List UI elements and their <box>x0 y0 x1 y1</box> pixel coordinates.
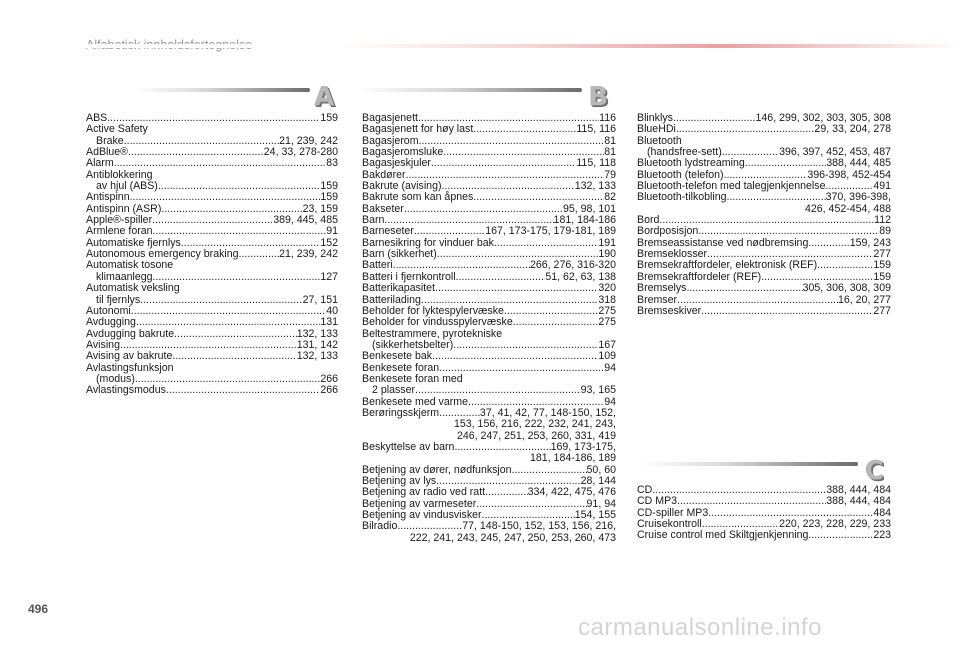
index-entry-term: BlueHDi <box>637 123 676 136</box>
index-entry-term: Bagasjeromsluke <box>362 146 444 159</box>
index-entry-term: Barn (sikkerhet) <box>362 248 437 261</box>
index-entry-term: Betjening av lys <box>362 475 437 487</box>
index-column-b <box>362 113 616 544</box>
index-entry <box>362 283 616 294</box>
index-entry-pages: 190 <box>598 248 616 261</box>
index-entry-pages: 152 <box>320 236 338 249</box>
index-column-a <box>86 113 338 397</box>
section-letter-c: C <box>864 456 884 486</box>
index-entry-pages: 91, 94 <box>586 497 616 510</box>
index-entry-pages: 159 <box>873 270 891 283</box>
page-number: 496 <box>28 602 49 616</box>
index-entry-heading: Bluetooth <box>637 134 682 147</box>
index-entry-heading: Benkesete foran med <box>362 372 463 385</box>
index-entry-term: Barn <box>362 214 385 227</box>
index-entry-term: Bakdører <box>362 168 406 181</box>
dot-leader <box>686 283 802 294</box>
index-entry <box>86 385 338 396</box>
dot-leader <box>673 113 756 124</box>
dot-leader <box>513 317 599 328</box>
index-entry-pages: 491 <box>873 180 891 193</box>
index-entry-term: Antispinn (ASR) <box>86 202 162 215</box>
index-entry-heading: Beltestrammere, pyrotekniske <box>362 327 503 340</box>
index-entry-term: Autonomi <box>86 304 131 317</box>
index-entry-term: Benkesete med varme <box>362 395 468 408</box>
index-entry-term: Bremselys <box>637 282 687 295</box>
index-entry-continuation: 153, 156, 216, 222, 232, 241, 243, <box>454 418 616 431</box>
dot-leader <box>676 124 815 135</box>
index-entry-term: Bilradio <box>362 520 398 533</box>
index-entry-term: Bremsekraftfordeler, elektronisk (REF) <box>637 259 818 272</box>
index-entry-pages: 396, 397, 452, 453, 487 <box>779 146 891 159</box>
index-entry-term: Berøringsskjerm <box>362 406 440 419</box>
index-entry <box>86 351 338 362</box>
dot-leader <box>131 306 326 317</box>
index-entry-term: Avdugging <box>86 316 136 329</box>
index-entry-term: Bremseklosser <box>637 248 708 261</box>
dot-leader <box>494 238 598 249</box>
index-entry-pages: 334, 422, 475, 476 <box>527 486 616 499</box>
index-entry-pages: 277 <box>873 248 891 261</box>
dot-leader <box>473 124 576 135</box>
index-entry-term: CD <box>637 484 653 496</box>
index-entry-term: Batterilading <box>362 293 421 306</box>
dot-leader <box>476 499 586 510</box>
index-entry-term: Bagasjerom <box>362 134 419 147</box>
index-entry <box>86 317 338 328</box>
index-entry-term: Bluetooth-tilkobling <box>637 191 727 204</box>
index-entry-term: Brake <box>96 134 124 147</box>
index-entry-term: 2 plasser <box>372 384 415 397</box>
index-entry-pages: 169, 173-175, <box>550 440 616 453</box>
index-entry-pages: 389, 445, 485 <box>273 214 338 227</box>
index-entry-pages: 275 <box>598 304 616 317</box>
index-entry-term: Avlastingsmodus <box>86 384 166 397</box>
index-entry-term: Bluetooth lydstreaming <box>637 157 745 170</box>
index-entry-term: Armlene foran <box>86 225 153 238</box>
index-entry-pages: 83 <box>326 157 338 170</box>
index-entry-continuation: 246, 247, 251, 253, 260, 331, 419 <box>456 429 616 442</box>
index-entry-term: Bakrute som kan åpnes <box>362 191 474 204</box>
dot-leader <box>652 485 826 496</box>
dot-leader <box>404 204 563 215</box>
index-entry-term: Cruisekontroll <box>637 518 702 531</box>
index-entry-heading: Antiblokkering <box>86 168 153 181</box>
index-entry-pages: 77, 148-150, 152, 153, 156, 216, <box>462 520 616 533</box>
index-entry-pages: 116 <box>599 112 616 124</box>
index-entry <box>362 124 616 135</box>
index-entry-term: Antispinn <box>86 191 130 204</box>
dot-leader <box>432 351 598 362</box>
index-entry-pages: 159 <box>320 112 338 124</box>
index-entry-term: AdBlue® <box>86 146 128 159</box>
index-entry-pages: 91 <box>326 225 338 238</box>
index-entry-heading: Automatisk tosone <box>86 259 174 272</box>
index-entry-term: Barnesikring for vinduer bak <box>362 236 494 249</box>
index-entry <box>637 306 891 317</box>
index-entry-pages: 154, 155 <box>574 509 616 522</box>
dot-leader <box>172 351 296 362</box>
index-entry-heading: Active Safety <box>86 123 148 136</box>
index-entry-term: av hjul (ABS) <box>96 180 158 193</box>
index-entry-pages: 29, 33, 204, 278 <box>814 123 891 136</box>
dot-leader <box>808 530 873 541</box>
watermark: carmanualsonline.info <box>578 614 822 641</box>
index-entry-pages: 21, 239, 242 <box>279 134 338 147</box>
index-entry-pages: 21, 239, 242 <box>279 248 338 261</box>
index-entry-pages: 305, 306, 308, 309 <box>802 282 891 295</box>
index-entry-pages: 132, 133 <box>296 350 338 363</box>
index-entry-pages: 266, 276, 316-320 <box>529 259 616 272</box>
dot-leader <box>485 487 528 498</box>
index-entry-continuation: 222, 241, 243, 245, 247, 250, 253, 260, 473 <box>409 531 616 544</box>
index-entry-heading: Automatisk veksling <box>86 282 180 295</box>
index-entry-term: Bagasjeskjuler <box>362 157 431 170</box>
index-column-c <box>637 485 891 542</box>
index-entry-term: Bremseskiver <box>637 304 702 317</box>
index-entry-term: Batterikapasitet <box>362 282 436 295</box>
index-entry-term: Cruise control med Skiltgjenkjenning <box>637 529 809 542</box>
index-entry-term: (modus) <box>96 372 135 385</box>
index-entry <box>637 530 891 541</box>
index-entry-term: Bluetooth-telefon med talegjenkjennelse <box>637 180 826 193</box>
index-entry-term: CD MP3 <box>637 495 678 508</box>
dot-leader <box>677 496 826 507</box>
index-entry-term: Alarm <box>86 157 114 170</box>
index-entry <box>86 147 338 158</box>
index-entry-term: Bordposisjon <box>637 225 699 238</box>
index-entry <box>362 351 616 362</box>
section-c-rule <box>640 462 858 466</box>
dot-leader <box>435 283 598 294</box>
index-entry-term: Batteri <box>362 259 393 272</box>
index-entry-pages: 37, 41, 42, 77, 148-150, 152, <box>479 406 616 419</box>
index-entry-pages: 132, 133 <box>296 327 338 340</box>
index-entry-pages: 266 <box>320 384 338 397</box>
index-entry <box>362 385 616 396</box>
index-entry-pages: 396-398, 452-454 <box>807 168 891 181</box>
index-entry-pages: 388, 444, 484 <box>826 495 891 508</box>
index-entry-pages: 94 <box>604 361 616 374</box>
index-entry-term: Betjening av vindusvisker <box>362 509 482 522</box>
index-entry-pages: 159 <box>873 259 891 272</box>
index-entry-pages: 159, 243 <box>849 236 891 249</box>
index-entry-pages: 318 <box>598 293 616 306</box>
index-entry-pages: 370, 396-398, <box>825 191 891 204</box>
index-entry-term: ABS <box>86 112 108 124</box>
index-entry-term: Bakseter <box>362 202 404 215</box>
index-entry-pages: 191 <box>598 236 616 249</box>
index-entry-continuation: 426, 452-454, 488 <box>804 202 891 215</box>
index-entry-pages: 388, 444, 484 <box>826 484 891 496</box>
index-entry-pages: 159 <box>320 191 338 204</box>
index-entry-pages: 23, 159 <box>302 202 338 215</box>
dot-leader <box>140 295 302 306</box>
index-entry-pages: 131 <box>320 316 338 329</box>
index-entry <box>637 283 891 294</box>
index-entry-term: Benkesete bak <box>362 350 433 363</box>
index-entry-pages: 167 <box>598 338 616 351</box>
index-entry-pages: 220, 223, 228, 229, 233 <box>779 518 891 531</box>
index-entry-pages: 24, 33, 278-280 <box>263 146 338 159</box>
index-entry-pages: 81 <box>604 146 616 159</box>
index-entry-term: Bluetooth (telefon) <box>637 168 724 181</box>
index-entry-pages: 95, 98, 101 <box>562 202 616 215</box>
index-entry-term: Avdugging bakrute <box>86 327 175 340</box>
index-entry-pages: 275 <box>598 316 616 329</box>
index-entry-pages: 181, 184-186 <box>553 214 616 227</box>
index-entry-term: Apple®-spiller <box>86 214 153 227</box>
index-entry-pages: 115, 116 <box>576 123 616 136</box>
dot-leader <box>808 238 849 249</box>
index-entry-pages: 167, 173-175, 179-181, 189 <box>485 225 616 238</box>
dot-leader <box>136 317 320 328</box>
index-entry <box>362 487 616 498</box>
section-letter-b: B <box>588 82 608 112</box>
index-entry-pages: 109 <box>598 350 616 363</box>
index-entry-pages: 320 <box>598 282 616 295</box>
index-entry-pages: 89 <box>879 225 891 238</box>
index-entry-term: Beskyttelse av barn <box>362 440 455 453</box>
index-entry-term: Beholder for vindusspylervæske <box>362 316 513 329</box>
index-entry-pages: 82 <box>604 191 616 204</box>
index-entry-pages: 388, 444, 485 <box>826 157 891 170</box>
index-entry-pages: 27, 151 <box>302 293 338 306</box>
index-entry <box>637 496 891 507</box>
index-entry-pages: 28, 144 <box>580 475 616 487</box>
dot-leader <box>152 215 273 226</box>
dot-leader <box>439 363 604 374</box>
index-entry-term: Bord <box>637 214 660 227</box>
section-b-rule <box>360 88 582 92</box>
index-entry-pages: 112 <box>874 214 891 227</box>
index-entry-term: klimaanlegg <box>96 270 153 283</box>
index-entry-term: Barneseter <box>362 225 414 238</box>
dot-leader <box>453 340 598 351</box>
section-a-rule <box>135 88 310 92</box>
index-entry-term: Betjening av dører, nødfunksjon <box>362 463 512 476</box>
index-entry-pages: 159 <box>320 180 338 193</box>
index-entry-term: Blinklys <box>637 112 673 124</box>
dot-leader <box>128 147 264 158</box>
dot-leader <box>239 249 280 260</box>
index-entry-term: Autonomous emergency braking <box>86 248 239 261</box>
index-entry-term: Avising av bakrute <box>86 350 173 363</box>
index-entry-term: Benkesete foran <box>362 361 440 374</box>
dot-leader <box>415 385 581 396</box>
dot-leader <box>158 181 320 192</box>
index-entry-term: Bremseassistanse ved nødbremsing <box>637 236 809 249</box>
dot-leader <box>174 329 297 340</box>
dot-leader <box>817 260 873 271</box>
index-entry-term: Bakrute (avising) <box>362 180 442 193</box>
index-entry-term: Betjening av varmeseter <box>362 497 477 510</box>
index-entry-term: Bremser <box>637 293 678 306</box>
dot-leader <box>677 295 838 306</box>
index-entry-term: Avising <box>86 338 120 351</box>
index-entry-term: Betjening av radio ved ratt <box>362 486 486 499</box>
index-entry-term: Bagasjenett <box>362 112 418 124</box>
header-divider <box>0 44 960 48</box>
index-entry-pages: 266 <box>320 372 338 385</box>
index-entry-pages: 277 <box>873 304 891 317</box>
index-entry-pages: 127 <box>320 270 338 283</box>
index-entry-term: CD-spiller MP3 <box>637 506 709 519</box>
index-entry-pages: 146, 299, 302, 303, 305, 308 <box>755 112 891 124</box>
dot-leader <box>124 136 279 147</box>
index-entry-pages: 50, 60 <box>586 463 616 476</box>
index-entry <box>362 317 616 328</box>
dot-leader <box>504 306 598 317</box>
index-entry-term: (sikkerhetsbelter) <box>372 338 454 351</box>
dot-leader <box>512 465 587 476</box>
index-entry-pages: 484 <box>873 506 891 519</box>
index-entry-pages: 40 <box>326 304 338 317</box>
index-entry-heading: Avlastingsfunksjon <box>86 361 174 374</box>
index-entry-term: Automatiske fjernlys <box>86 236 181 249</box>
index-entry <box>637 124 891 135</box>
index-entry-pages: 223 <box>873 529 891 542</box>
index-entry-term: Bremsekraftfordeler (REF) <box>637 270 762 283</box>
index-entry-pages: 115, 118 <box>576 157 616 170</box>
dot-leader <box>701 306 873 317</box>
dot-leader <box>166 385 320 396</box>
section-letter-a: A <box>313 82 335 112</box>
index-entry-pages: 16, 20, 277 <box>837 293 891 306</box>
index-entry-term: Beholder for lyktespylervæske <box>362 304 504 317</box>
index-entry-pages: 51, 62, 63, 138 <box>545 270 616 283</box>
index-entry-pages: 94 <box>604 395 616 408</box>
index-entry-term: Batteri i fjernkontroll <box>362 270 456 283</box>
index-entry-pages: 81 <box>604 134 616 147</box>
index-entry-pages: 132, 133 <box>574 180 616 193</box>
index-entry-term: Bagasjenett for høy last <box>362 123 474 136</box>
index-entry-pages: 93, 165 <box>580 384 616 397</box>
index-entry-continuation: 181, 184-186, 189 <box>529 452 616 465</box>
index-entry-term: til fjernlys <box>96 293 141 306</box>
dot-leader <box>431 158 576 169</box>
index-entry-term: (handsfree-sett) <box>647 146 722 159</box>
index-entry-pages: 79 <box>604 168 616 181</box>
dot-leader <box>419 136 605 147</box>
dot-leader <box>456 272 546 283</box>
index-entry-pages: 131, 142 <box>296 338 338 351</box>
index-column-b-continued <box>637 113 891 317</box>
